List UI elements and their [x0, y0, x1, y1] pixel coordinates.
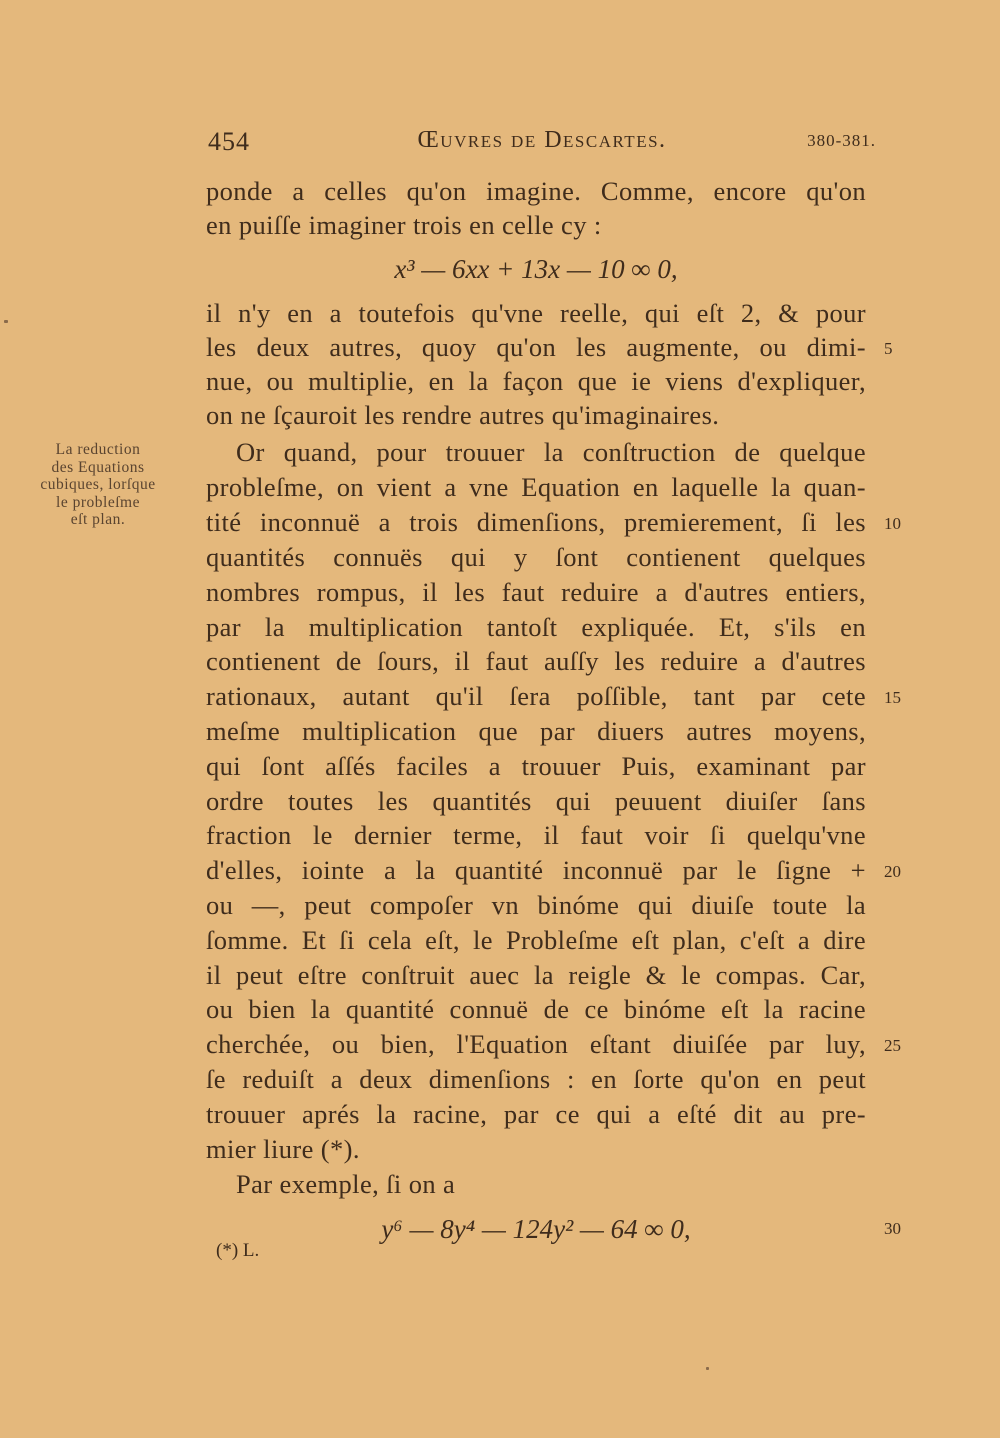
text-line: probleſme, on vient a vne Equation en laquelle la quan-	[206, 472, 866, 502]
text-line: quantités connuës qui y ſont contienent quelques	[206, 542, 866, 572]
text-line: rationaux, autant qu'il ſera poſſible, tant par cete	[206, 681, 866, 711]
text-line: ordre toutes les quantités qui peuuent diuiſer ſans	[206, 786, 866, 816]
page-number: 454	[208, 127, 250, 156]
text-line: nombres rompus, il les faut reduire a d'autres entiers,	[206, 577, 866, 607]
page-reference: 380-381.	[807, 131, 876, 150]
text-line: contienent de ſours, il faut auſſy les reduire a d'autres	[206, 646, 866, 676]
line-number: 5	[884, 339, 893, 358]
text-line: d'elles, iointe a la quantité inconnuë par le ſigne +	[206, 855, 866, 885]
text-line: ou —, peut compoſer vn binóme qui diuiſe toute la	[206, 890, 866, 920]
margin-note-line: le probleſme	[56, 493, 140, 511]
text-line: par la multiplication tantoſt expliquée. Et, s'ils en	[206, 612, 866, 642]
line-number: 20	[884, 862, 901, 881]
text-line: mier liure (*).	[206, 1134, 360, 1164]
line-number: 30	[884, 1219, 901, 1238]
paper-speck	[4, 320, 8, 323]
text-line: trouuer aprés la racine, par ce qui a eſté dit au pre-	[206, 1099, 866, 1129]
equation-2: y⁶ — 8y⁴ — 124y² — 64 ∞ 0,	[381, 1214, 691, 1244]
text-line: les deux autres, quoy qu'on les augmente, ou dimi-	[206, 332, 866, 362]
text-line: fraction le dernier terme, il faut voir ſi quelqu'vne	[206, 820, 866, 850]
text-line: il n'y en a toutefois qu'vne reelle, qui eſt 2, & pour	[206, 298, 866, 328]
equation-1: x³ — 6xx + 13x — 10 ∞ 0,	[394, 254, 678, 284]
text-line: en puiſſe imaginer trois en celle cy :	[206, 210, 602, 240]
margin-note-line: des Equations	[51, 458, 145, 476]
text-line: nue, ou multiplie, en la façon que ie viens d'expliquer,	[206, 366, 866, 396]
line-number: 10	[884, 514, 901, 533]
running-title: Œuvres de Descartes.	[417, 127, 667, 153]
text-line: cherchée, ou bien, l'Equation eſtant diuiſée par luy,	[206, 1029, 866, 1059]
line-number: 15	[884, 688, 901, 707]
text-line: tité inconnuë a trois dimenſions, premierement, ſi les	[206, 507, 866, 537]
margin-note	[18, 441, 178, 529]
text-line: Or quand, pour trouuer la conſtruction de quelque	[236, 437, 866, 467]
margin-note-line: La reduction	[55, 441, 141, 458]
text-line: on ne ſçauroit les rendre autres qu'imaginaires.	[206, 400, 720, 430]
margin-note-line: cubiques, lorſque	[40, 476, 156, 493]
paper-speck	[706, 1367, 709, 1370]
running-header	[208, 127, 876, 161]
line-number: 25	[884, 1036, 901, 1055]
margin-note-line: eſt plan.	[70, 511, 126, 528]
text-line: ſe reduiſt a deux dimenſions : en ſorte qu'on en peut	[206, 1064, 866, 1094]
footnote: (*) L.	[216, 1240, 260, 1261]
text-line: Par exemple, ſi on a	[236, 1169, 456, 1199]
text-line: qui ſont aſſés faciles a trouuer Puis, examinant par	[206, 751, 866, 781]
text-line: meſme multiplication que par diuers autres moyens,	[206, 716, 866, 746]
text-line: il peut eſtre conſtruit auec la reigle & le compas. Car,	[206, 960, 866, 990]
text-line: ou bien la quantité connuë de ce binóme eſt la racine	[206, 994, 866, 1024]
text-line: ponde a celles qu'on imagine. Comme, encore qu'on	[206, 176, 866, 206]
text-line: ſomme. Et ſi cela eſt, le Probleſme eſt plan, c'eſt a dire	[206, 925, 866, 955]
